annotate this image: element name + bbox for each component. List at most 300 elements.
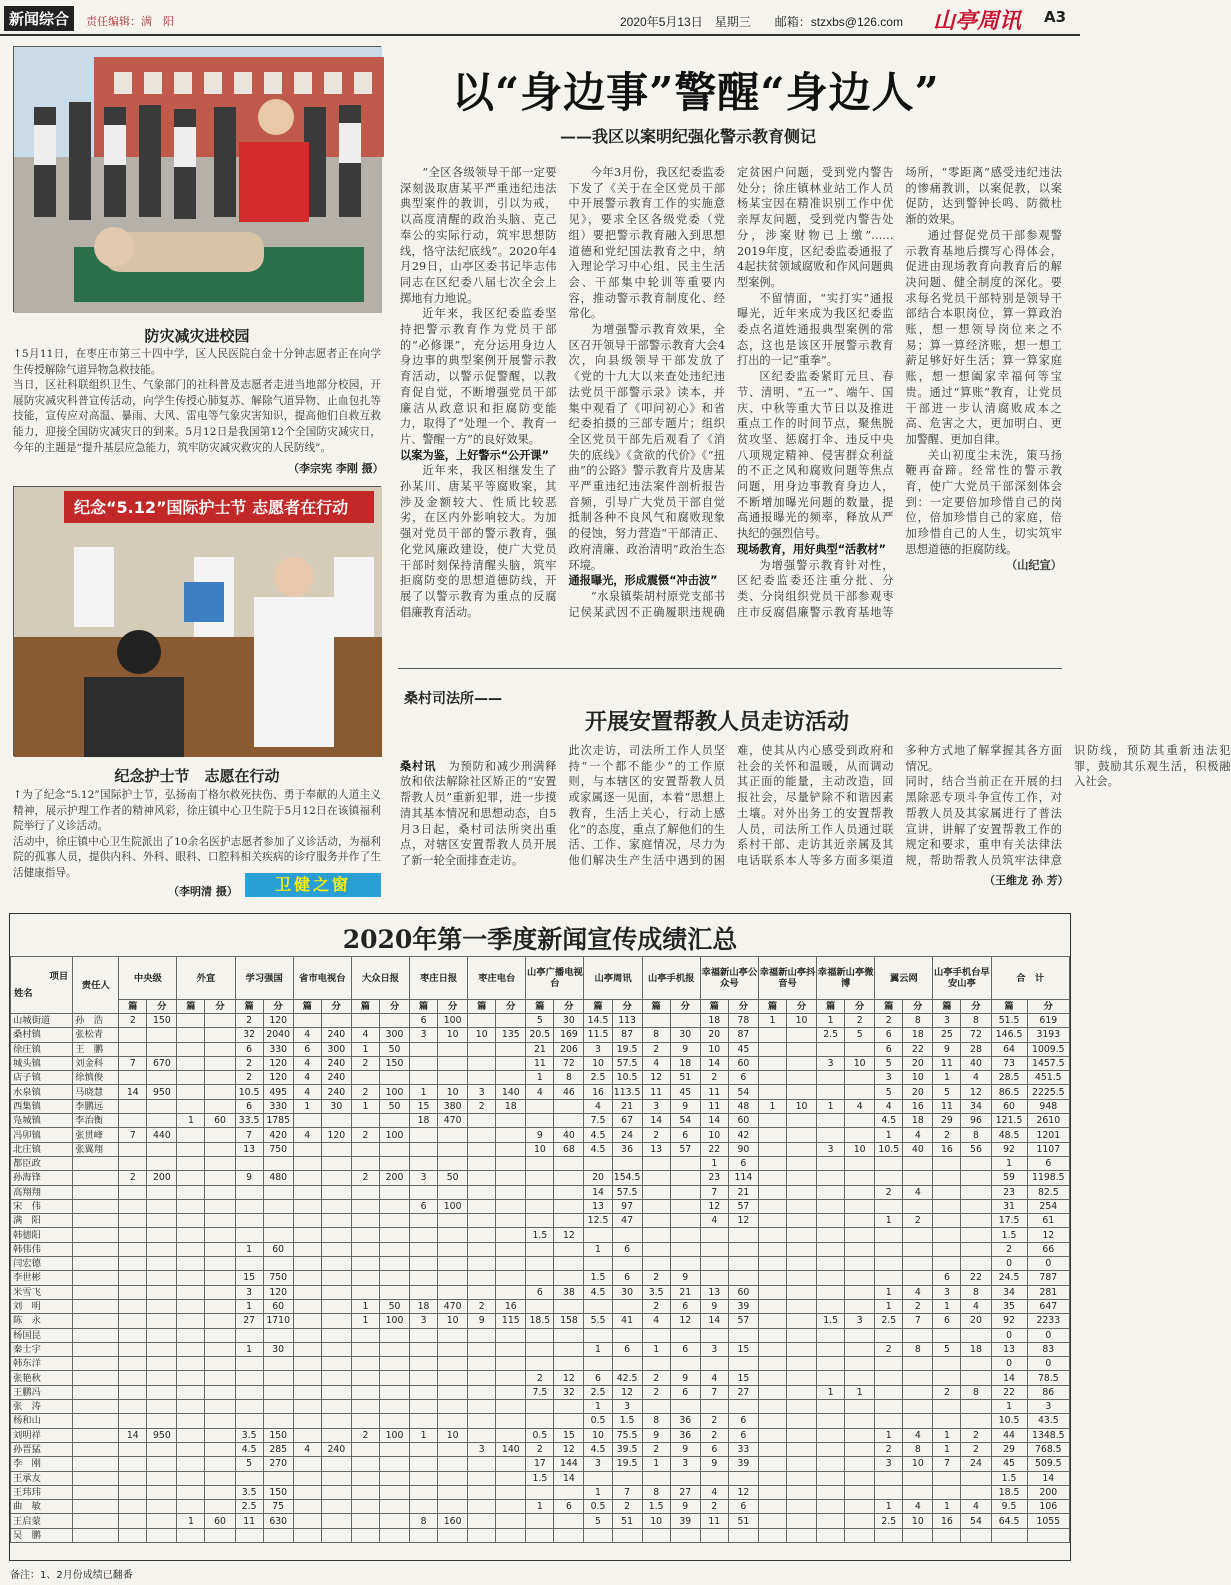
value-cell: [933, 1528, 961, 1542]
value-cell: [817, 1371, 845, 1385]
value-cell: [379, 1357, 409, 1371]
value-cell: 56: [961, 1142, 991, 1156]
value-cell: 13: [642, 1142, 670, 1156]
value-cell: [235, 1385, 263, 1399]
subcol-header: 分: [961, 1000, 991, 1014]
value-cell: [526, 1271, 554, 1285]
subcol-header: 篇: [351, 1000, 379, 1014]
value-cell: 18: [903, 1114, 933, 1128]
value-cell: [235, 1414, 263, 1428]
value-cell: 4: [961, 1299, 991, 1313]
resp-cell: [73, 1214, 119, 1228]
resp-cell: [73, 1400, 119, 1414]
value-cell: 39: [670, 1514, 700, 1528]
value-cell: [496, 1214, 526, 1228]
value-cell: [293, 1457, 321, 1471]
value-cell: [119, 1328, 147, 1342]
value-cell: [468, 1471, 496, 1485]
value-cell: 2: [642, 1299, 670, 1313]
value-cell: [177, 1228, 205, 1242]
value-cell: [205, 1199, 235, 1213]
value-cell: 14: [991, 1371, 1027, 1385]
date: 2020年5月13日: [620, 15, 703, 29]
value-cell: 1: [235, 1242, 263, 1256]
article1-para: 通过督促党员干部参观警示教育基地后撰写心得体会，促进由现场教育向教育后的解决问题、健全制度的深化。要求每名党员干部特别是领导干部结合本职岗位，算一算政治账，想一想领导岗位来之不易；算一算经济账，想一想工薪足够好好生活；算一算家庭账，想一想阖家幸福何等宝贵。通过“算账”教育，让党员干部进一步认清腐败成本之高、危害之大，更加明白、更加警醒、更加自律。: [905, 228, 1062, 446]
value-cell: 1.5: [526, 1228, 554, 1242]
value-cell: 15: [728, 1371, 758, 1385]
value-cell: 1: [584, 1400, 612, 1414]
value-cell: [351, 1342, 379, 1356]
value-cell: 10: [438, 1428, 468, 1442]
value-cell: [817, 1285, 845, 1299]
value-cell: 2: [526, 1442, 554, 1456]
value-cell: [177, 1028, 205, 1042]
subcol-header: 分: [554, 1000, 584, 1014]
value-cell: [787, 1042, 817, 1056]
value-cell: 34: [991, 1285, 1027, 1299]
corner-top: 项目: [49, 971, 69, 982]
value-cell: [468, 1457, 496, 1471]
subcol-header: 分: [263, 1000, 293, 1014]
value-cell: [758, 1500, 786, 1514]
value-cell: [119, 1228, 147, 1242]
value-cell: [351, 1528, 379, 1542]
value-cell: 7.5: [526, 1385, 554, 1399]
value-cell: [119, 1099, 147, 1113]
brand-logo: 山亭周讯: [933, 8, 1022, 34]
value-cell: 480: [263, 1171, 293, 1185]
value-cell: 6: [875, 1028, 903, 1042]
value-cell: [379, 1371, 409, 1385]
subcol-header: 分: [321, 1000, 351, 1014]
value-cell: 6: [612, 1242, 642, 1256]
value-cell: [263, 1257, 293, 1271]
value-cell: 3: [817, 1056, 845, 1070]
value-cell: 2: [875, 1014, 903, 1028]
value-cell: [554, 1099, 584, 1113]
value-cell: 100: [379, 1128, 409, 1142]
value-cell: 1.5: [584, 1271, 612, 1285]
table-title: 2020年第一季度新闻宣传成绩汇总: [342, 925, 738, 954]
value-cell: 10: [845, 1142, 875, 1156]
value-cell: [351, 1328, 379, 1342]
photo1-text: [13, 347, 381, 457]
value-cell: [642, 1471, 670, 1485]
value-cell: [845, 1214, 875, 1228]
value-cell: [642, 1242, 670, 1256]
value-cell: [612, 1257, 642, 1271]
value-cell: 7: [933, 1457, 961, 1471]
value-cell: [147, 1514, 177, 1528]
value-cell: [263, 1400, 293, 1414]
value-cell: 140: [496, 1085, 526, 1099]
value-cell: [119, 1485, 147, 1499]
table-row: [11, 1400, 1070, 1414]
value-cell: [670, 1471, 700, 1485]
value-cell: 1009.5: [1027, 1042, 1069, 1056]
value-cell: [758, 1228, 786, 1242]
group-header: 大众日报: [351, 957, 409, 1000]
value-cell: 28: [961, 1042, 991, 1056]
value-cell: [438, 1414, 468, 1428]
value-cell: 18.5: [991, 1485, 1027, 1499]
value-cell: 1: [235, 1299, 263, 1313]
section-label: 新闻综合: [4, 6, 74, 31]
value-cell: 1: [817, 1099, 845, 1113]
value-cell: [875, 1228, 903, 1242]
value-cell: 36: [670, 1428, 700, 1442]
value-cell: [119, 1271, 147, 1285]
value-cell: 4.5: [235, 1442, 263, 1456]
value-cell: [787, 1257, 817, 1271]
value-cell: [410, 1185, 438, 1199]
value-cell: [554, 1156, 584, 1170]
value-cell: [612, 1299, 642, 1313]
value-cell: [293, 1328, 321, 1342]
value-cell: 5: [526, 1014, 554, 1028]
value-cell: 30: [554, 1014, 584, 1028]
table-row: [11, 1028, 1070, 1042]
value-cell: 495: [263, 1085, 293, 1099]
value-cell: 68: [554, 1142, 584, 1156]
value-cell: 330: [263, 1042, 293, 1056]
value-cell: [700, 1242, 728, 1256]
value-cell: [321, 1271, 351, 1285]
value-cell: [119, 1156, 147, 1170]
value-cell: [438, 1328, 468, 1342]
subcol-header: 分: [1027, 1000, 1069, 1014]
value-cell: 3: [468, 1085, 496, 1099]
value-cell: 115: [496, 1314, 526, 1328]
value-cell: 1: [177, 1114, 205, 1128]
value-cell: 1201: [1027, 1128, 1069, 1142]
value-cell: [235, 1199, 263, 1213]
value-cell: [351, 1156, 379, 1170]
value-cell: 50: [379, 1299, 409, 1313]
value-cell: 0: [1027, 1357, 1069, 1371]
value-cell: [438, 1071, 468, 1085]
value-cell: 509.5: [1027, 1457, 1069, 1471]
value-cell: 15: [235, 1271, 263, 1285]
value-cell: 13: [700, 1285, 728, 1299]
value-cell: 28.5: [991, 1071, 1027, 1085]
value-cell: 57: [728, 1199, 758, 1213]
value-cell: [642, 1357, 670, 1371]
value-cell: [787, 1471, 817, 1485]
value-cell: 10: [438, 1028, 468, 1042]
value-cell: 36: [670, 1414, 700, 1428]
value-cell: 240: [321, 1085, 351, 1099]
value-cell: [961, 1228, 991, 1242]
value-cell: 14: [119, 1085, 147, 1099]
value-cell: 1: [526, 1500, 554, 1514]
subcol-header: 分: [903, 1000, 933, 1014]
value-cell: [119, 1357, 147, 1371]
value-cell: [321, 1328, 351, 1342]
value-cell: [293, 1471, 321, 1485]
value-cell: [177, 1142, 205, 1156]
value-cell: 150: [263, 1485, 293, 1499]
value-cell: 20.5: [526, 1028, 554, 1042]
value-cell: 950: [147, 1085, 177, 1099]
value-cell: 82.5: [1027, 1185, 1069, 1199]
value-cell: [321, 1471, 351, 1485]
value-cell: [787, 1414, 817, 1428]
subcol-header: 分: [496, 1000, 526, 1014]
value-cell: 14: [700, 1114, 728, 1128]
value-cell: [177, 1414, 205, 1428]
value-cell: [177, 1314, 205, 1328]
corner-bottom: 姓名: [14, 988, 33, 999]
value-cell: [177, 1099, 205, 1113]
value-cell: [119, 1514, 147, 1528]
value-cell: [554, 1199, 584, 1213]
value-cell: 4.5: [584, 1285, 612, 1299]
name-cell: 徐庄镇: [11, 1042, 73, 1056]
value-cell: [612, 1357, 642, 1371]
value-cell: [468, 1142, 496, 1156]
value-cell: 1: [177, 1514, 205, 1528]
value-cell: [817, 1128, 845, 1142]
article2-body: [400, 743, 1231, 871]
value-cell: [787, 1228, 817, 1242]
photo1-caption: 防灾减灾进校园: [144, 327, 250, 345]
value-cell: 4: [642, 1056, 670, 1070]
value-cell: [468, 1214, 496, 1228]
value-cell: [293, 1514, 321, 1528]
value-cell: 6: [554, 1500, 584, 1514]
value-cell: 25: [933, 1028, 961, 1042]
value-cell: [758, 1114, 786, 1128]
value-cell: [700, 1400, 728, 1414]
value-cell: [321, 1371, 351, 1385]
value-cell: 4: [903, 1500, 933, 1514]
value-cell: 9: [235, 1171, 263, 1185]
value-cell: [758, 1271, 786, 1285]
value-cell: 11: [933, 1099, 961, 1113]
value-cell: [875, 1528, 903, 1542]
value-cell: [379, 1500, 409, 1514]
value-cell: 7: [119, 1056, 147, 1070]
photo2-credit: （李明清 摄）: [168, 885, 238, 898]
value-cell: 78.5: [1027, 1371, 1069, 1385]
value-cell: [961, 1328, 991, 1342]
value-cell: 5: [235, 1457, 263, 1471]
name-cell: 韩东洋: [11, 1357, 73, 1371]
value-cell: 2.5: [584, 1071, 612, 1085]
value-cell: [875, 1257, 903, 1271]
value-cell: [351, 1228, 379, 1242]
value-cell: 3: [642, 1099, 670, 1113]
name-cell: 曲 敏: [11, 1500, 73, 1514]
value-cell: 47: [612, 1214, 642, 1228]
name-cell: 刘明祥: [11, 1428, 73, 1442]
resp-cell: 张松青: [73, 1028, 119, 1042]
value-cell: [817, 1271, 845, 1285]
resp-cell: [73, 1328, 119, 1342]
name-cell: 吴 鹏: [11, 1528, 73, 1542]
value-cell: [903, 1328, 933, 1342]
value-cell: [670, 1228, 700, 1242]
article2-text: 为预防和减少刑满释放和依法解除社区矫正的“安置帮教人员”重新犯罪，进一步摸清其基本情况和思想动态，自5月3日起，桑村司法所突出重点，对辖区安置帮教人员开展了新一轮全面排查走访。 此次走访，司法所工作人员坚持“一个都不能少”的工作原则，与本辖区的安置帮教人员或家属逐一见面，本着“思想上教育，生活上关心，行动上感化”的态度，重点了解他们的生活、工作、家庭情况，尽力为他们解决生产生活中遇到的困难，使其从内心感受到政府和社会的关怀和温暖，从而调动其正面的能量，主动改造，回报社会，尽量铲除不和谐因素土壤。对外出务工的安置帮教人员，司法所工作人员通过联系村干部、走访其近亲属及其电话联系本人等多方面多渠道多种方式地了解掌握其各方面情况。 同时，结合当前正在开展的扫黑除恶专项斗争宣传工作，对帮教人员及其家属进行了普法宣讲，讲解了安置帮教工作的规定和要求，重申有关法律法规，帮助帮教人员筑牢法律意识防线，预防其重新违法犯罪，鼓励其乐观生活，积极融入社会。: [400, 744, 1231, 867]
value-cell: 29: [991, 1442, 1027, 1456]
resp-cell: 刘金科: [73, 1056, 119, 1070]
value-cell: 2: [526, 1371, 554, 1385]
subcol-header: 篇: [177, 1000, 205, 1014]
value-cell: [351, 1185, 379, 1199]
value-cell: [177, 1299, 205, 1313]
value-cell: 2: [642, 1442, 670, 1456]
table-row: [11, 1342, 1070, 1356]
value-cell: [496, 1357, 526, 1371]
value-cell: [903, 1371, 933, 1385]
value-cell: [293, 1357, 321, 1371]
value-cell: [147, 1042, 177, 1056]
value-cell: [119, 1114, 147, 1128]
value-cell: 4: [293, 1085, 321, 1099]
photo-illustration: [14, 47, 382, 313]
value-cell: 19.5: [612, 1042, 642, 1056]
value-cell: 3: [875, 1457, 903, 1471]
value-cell: 21: [728, 1185, 758, 1199]
group-header: 合 计: [991, 957, 1069, 1000]
value-cell: [845, 1371, 875, 1385]
value-cell: [787, 1028, 817, 1042]
value-cell: 16: [933, 1142, 961, 1156]
value-cell: [438, 1214, 468, 1228]
value-cell: [728, 1257, 758, 1271]
value-cell: 1: [758, 1099, 786, 1113]
value-cell: 470: [438, 1299, 468, 1313]
value-cell: [379, 1214, 409, 1228]
value-cell: [119, 1400, 147, 1414]
value-cell: [961, 1185, 991, 1199]
value-cell: 2: [468, 1099, 496, 1113]
value-cell: [205, 1156, 235, 1170]
table-row: [11, 1042, 1070, 1056]
value-cell: [177, 1385, 205, 1399]
value-cell: 30: [612, 1285, 642, 1299]
value-cell: 4.5: [875, 1114, 903, 1128]
value-cell: [119, 1242, 147, 1256]
value-cell: [205, 1242, 235, 1256]
value-cell: [119, 1285, 147, 1299]
group-header: 幸福新山亭公众号: [700, 957, 758, 1000]
value-cell: 114: [728, 1171, 758, 1185]
name-cell: 满 阳: [11, 1214, 73, 1228]
value-cell: [642, 1257, 670, 1271]
value-cell: [468, 1371, 496, 1385]
value-cell: [351, 1385, 379, 1399]
value-cell: 18: [903, 1028, 933, 1042]
value-cell: [205, 1342, 235, 1356]
value-cell: [147, 1457, 177, 1471]
value-cell: 0.5: [584, 1500, 612, 1514]
value-cell: 2: [119, 1171, 147, 1185]
value-cell: 2: [933, 1385, 961, 1399]
value-cell: 1: [642, 1342, 670, 1356]
value-cell: [351, 1014, 379, 1028]
value-cell: [554, 1214, 584, 1228]
value-cell: [758, 1257, 786, 1271]
value-cell: 240: [321, 1071, 351, 1085]
value-cell: [468, 1042, 496, 1056]
value-cell: [468, 1128, 496, 1142]
value-cell: 29: [933, 1114, 961, 1128]
value-cell: 1: [642, 1457, 670, 1471]
value-cell: [875, 1414, 903, 1428]
value-cell: 121.5: [991, 1114, 1027, 1128]
value-cell: [468, 1171, 496, 1185]
value-cell: [496, 1528, 526, 1542]
value-cell: 6: [612, 1271, 642, 1285]
value-cell: 54: [670, 1114, 700, 1128]
value-cell: 135: [496, 1028, 526, 1042]
value-cell: 50: [379, 1099, 409, 1113]
value-cell: 1: [875, 1214, 903, 1228]
value-cell: [177, 1056, 205, 1070]
value-cell: [554, 1357, 584, 1371]
value-cell: [147, 1271, 177, 1285]
value-cell: 72: [961, 1028, 991, 1042]
value-cell: [379, 1471, 409, 1485]
value-cell: 4: [903, 1285, 933, 1299]
value-cell: 100: [379, 1428, 409, 1442]
value-cell: [787, 1128, 817, 1142]
value-cell: [526, 1099, 554, 1113]
value-cell: 12: [554, 1228, 584, 1242]
value-cell: 6: [235, 1042, 263, 1056]
value-cell: 10.5: [235, 1085, 263, 1099]
value-cell: [205, 1128, 235, 1142]
value-cell: [700, 1328, 728, 1342]
value-cell: [410, 1471, 438, 1485]
value-cell: 11: [700, 1099, 728, 1113]
value-cell: [845, 1199, 875, 1213]
value-cell: [379, 1514, 409, 1528]
value-cell: 5.5: [584, 1314, 612, 1328]
value-cell: 0.5: [584, 1414, 612, 1428]
value-cell: [410, 1156, 438, 1170]
value-cell: 4: [903, 1128, 933, 1142]
subcol-header: 篇: [700, 1000, 728, 1014]
value-cell: [177, 1085, 205, 1099]
value-cell: 768.5: [1027, 1442, 1069, 1456]
value-cell: [119, 1042, 147, 1056]
value-cell: [468, 1257, 496, 1271]
value-cell: 1: [933, 1428, 961, 1442]
value-cell: 8: [903, 1442, 933, 1456]
resp-cell: 孙 浩: [73, 1014, 119, 1028]
value-cell: [438, 1185, 468, 1199]
value-cell: [147, 1471, 177, 1485]
value-cell: [205, 1228, 235, 1242]
value-cell: 18: [410, 1299, 438, 1313]
value-cell: [147, 1342, 177, 1356]
value-cell: [554, 1299, 584, 1313]
value-cell: 14: [1027, 1471, 1069, 1485]
value-cell: 16: [584, 1085, 612, 1099]
value-cell: [875, 1242, 903, 1256]
value-cell: [235, 1400, 263, 1414]
corner-header: [11, 957, 73, 1014]
value-cell: [845, 1128, 875, 1142]
group-header: 外宣: [177, 957, 235, 1000]
value-cell: [554, 1514, 584, 1528]
value-cell: 2.5: [875, 1514, 903, 1528]
value-cell: [526, 1299, 554, 1313]
value-cell: [845, 1171, 875, 1185]
